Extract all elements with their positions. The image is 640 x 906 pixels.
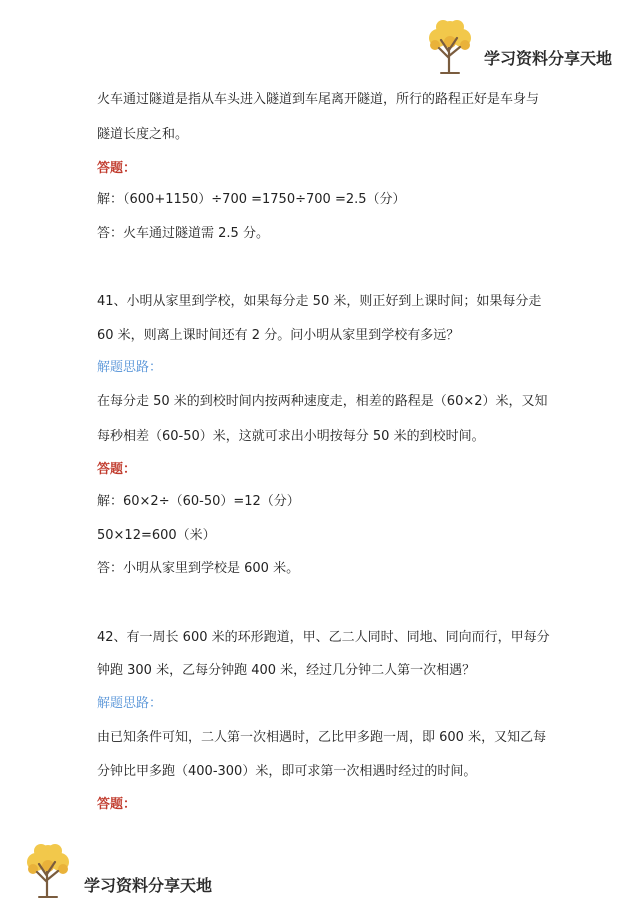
solution-line: 解：（600+1150）÷700 =1750÷700 =2.5（分） [97,192,406,207]
hint-line: 由已知条件可知，二人第一次相遇时，乙比甲多跑一周，即 600 米，又知乙每 [97,730,547,745]
answer-label: 答题： [97,462,137,477]
answer-label: 答题： [97,797,137,812]
hint-line: 每秒相差（60-50）米，这就可求出小明按每分 50 米的到校时间。 [97,429,485,444]
tree-icon [425,18,475,74]
question-41: 41、小明从家里到学校，如果每分走 50 米，则正好到上课时间；如果每分走 [97,294,542,309]
solution-line: 解：60×2÷（60-50）=12（分） [97,494,300,509]
tree-icon [22,842,74,898]
text-line: 火车通过隧道是指从车头进入隧道到车尾离开隧道，所行的路程正好是车身与 [97,92,540,107]
question-42-cont: 钟跑 300 米，乙每分钟跑 400 米，经过几分钟二人第一次相遇？ [97,663,476,678]
answer-line: 答：火车通过隧道需 2.5 分。 [97,226,269,241]
solution-line: 50×12=600（米） [97,528,216,543]
brand-footer: 学习资料分享天地 [84,876,213,895]
brand-title: 学习资料分享天地 [484,49,613,68]
hint-label: 解题思路： [97,360,163,375]
text-line: 隧道长度之和。 [97,127,189,142]
hint-line: 分钟比甲多跑（400-300）米，即可求第一次相遇时经过的时间。 [97,764,477,779]
answer-label: 答题： [97,161,137,176]
question-42: 42、有一周长 600 米的环形跑道，甲、乙二人同时、同地、同向而行，甲每分 [97,630,550,645]
answer-line: 答：小明从家里到学校是 600 米。 [97,561,300,576]
hint-label: 解题思路： [97,696,163,711]
hint-line: 在每分走 50 米的到校时间内按两种速度走，相差的路程是（60×2）米，又知 [97,394,548,409]
question-41-cont: 60 米，则离上课时间还有 2 分。问小明从家里到学校有多远？ [97,328,460,343]
